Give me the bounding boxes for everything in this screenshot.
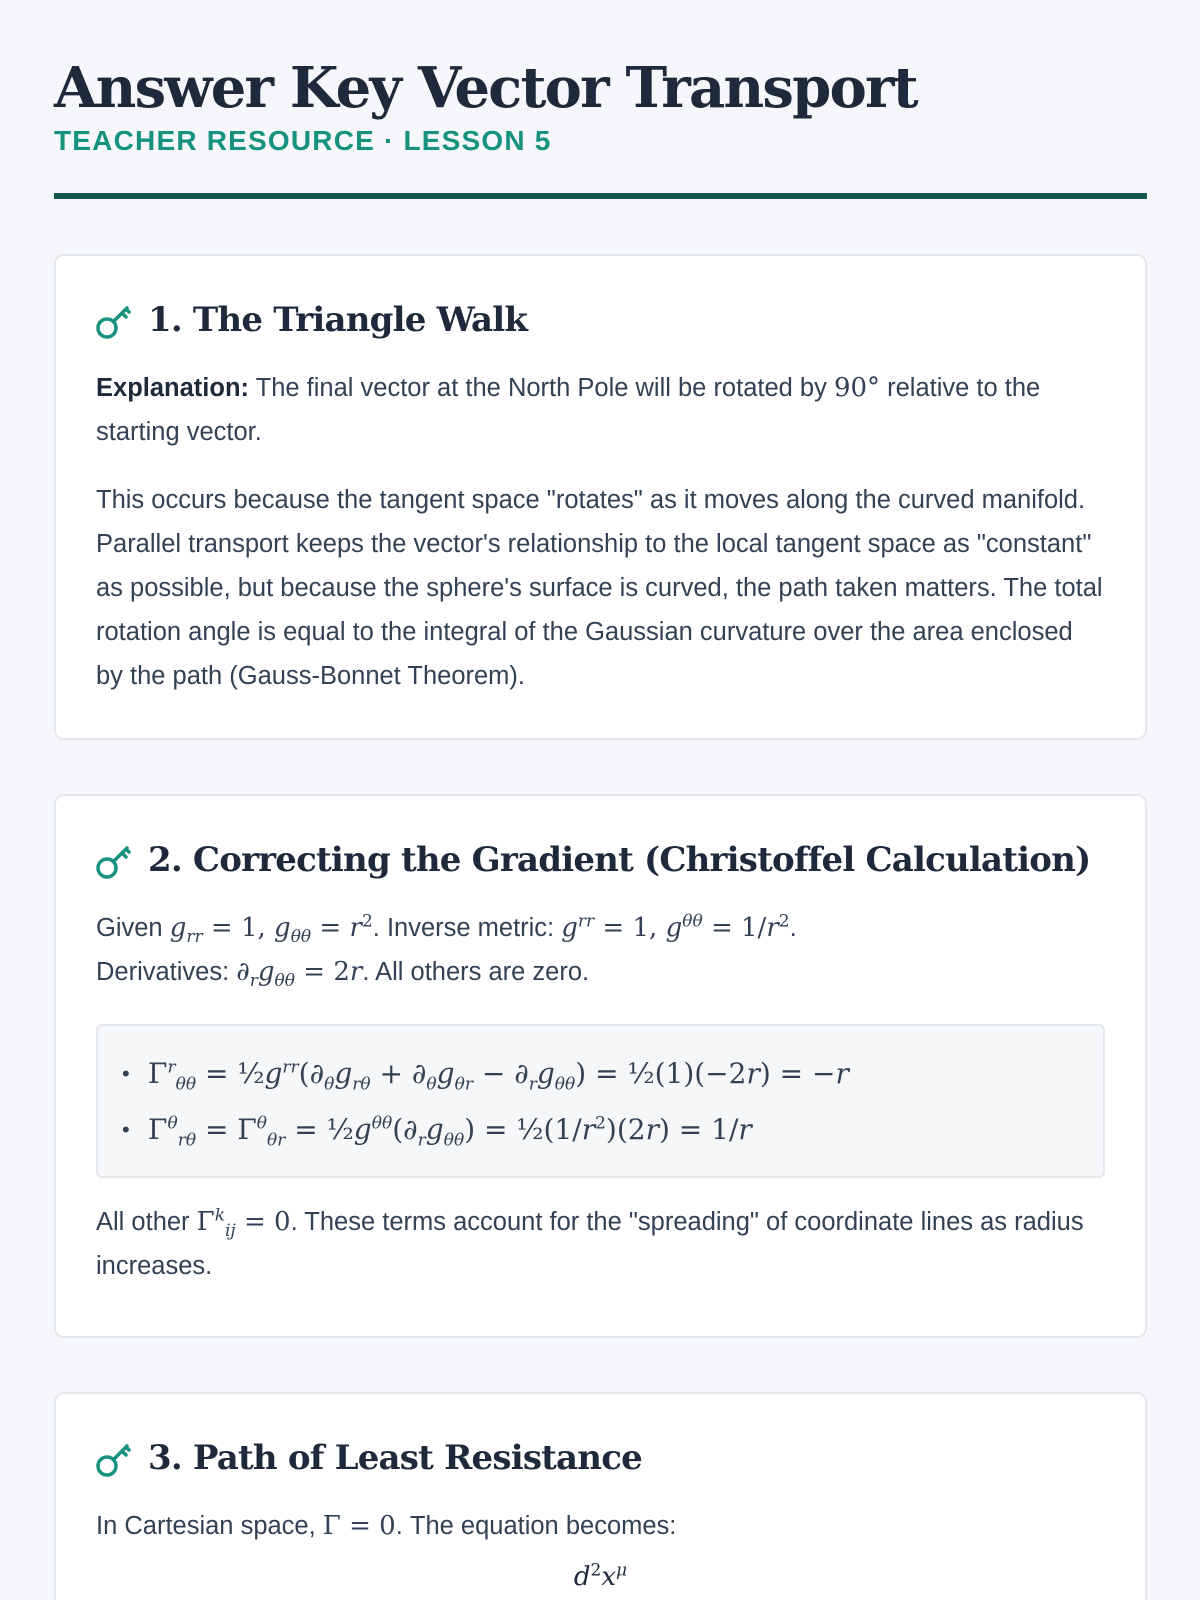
christoffel-formula-r-theta-theta: • $\Gamma^r_{\theta\theta}$ = $\frac{1}{2}g^{rr}(\partial_\theta g_{r\theta} + \partial_\theta g_{\theta r} - \partial_rg_{\theta\theta})$ = ½(1)(−2r) = −r (118, 1046, 1103, 1102)
section-title: 3. Path of Least Resistance (148, 1438, 642, 1478)
inverse-metric-formula: $g^{rr} = 1$, $g^{\theta\theta} = 1/r^2$ (561, 911, 790, 943)
christoffel-list (118, 1046, 1103, 1158)
given-label: Given (96, 914, 163, 942)
others-zero-text: All others are zero. (375, 958, 590, 986)
section-title: 2. Correcting the Gradient (Christoffel Calculation) (148, 840, 1091, 880)
section-card-least-resistance (54, 1392, 1147, 1600)
geodesic-equation: $d^2x^\mu$ (573, 1560, 628, 1592)
inverse-label: Inverse metric: (386, 914, 555, 942)
summary-prefix: All other (96, 1208, 190, 1236)
section-card-triangle-walk (54, 254, 1147, 740)
explanation-label: Explanation: (96, 374, 250, 402)
page-title: Answer Key Vector Transport (54, 55, 917, 121)
section-header (96, 296, 1105, 344)
cartesian-suffix: The equation becomes: (409, 1512, 677, 1540)
metric-formula: $g_{rr} = 1$, $g_{\theta\theta} = r^2$ (169, 911, 373, 948)
section-header (96, 1434, 1105, 1482)
explanation-text-end: relative to the starting vector. (96, 374, 1041, 446)
key-icon (96, 1438, 134, 1478)
cartesian-prefix: In Cartesian space, (96, 1512, 316, 1540)
page-header (54, 52, 1147, 158)
section-title: 1. The Triangle Walk (148, 300, 528, 340)
key-icon (96, 300, 134, 340)
christoffel-formula-box (96, 1024, 1105, 1178)
rotation-angle: 90° (833, 373, 881, 403)
derivatives-label: Derivatives: (96, 958, 230, 986)
metric-given-paragraph: Given $g_{rr} = 1$, $g_{\theta\theta} = r^2$. Inverse metric: $g^{rr} = 1$, $g^{\theta\theta} = 1/r^2$. Derivatives: $\partial_rg_{\theta\theta} = 2r$. All others are zero. (96, 911, 797, 992)
gamma-zero-formula: Γ = 0 (322, 1511, 396, 1541)
gauss-bonnet-paragraph: This occurs because the tangent space "rotates" as it moves along the curved manifold. Parallel transport keeps the vector's relationship to the local tangent space as "constant" as possible, but because the sphere's surface is curved, the path taken matters. The total rotation angle is equal to the integral of the Gaussian curvature over the area enclosed by the path (Gauss-Bonnet Theorem). (96, 486, 1103, 690)
summary-text: These terms account for the "spreading" of coordinate lines as radius increases. (96, 1208, 1084, 1280)
zero-christoffel-formula: $\Gamma^k_{ij} = 0$ (196, 1205, 291, 1242)
page-subtitle: TEACHER RESOURCE · LESSON 5 (54, 125, 552, 156)
christoffel-summary-paragraph: All other $\Gamma^k_{ij} = 0$. These terms account for the "spreading" of coordinate lines as radius increases. (96, 1205, 1084, 1280)
explanation-text: The final vector at the North Pole will be rotated by (249, 374, 834, 402)
cartesian-paragraph: In Cartesian space, Γ = 0. The equation becomes: (96, 1511, 677, 1541)
explanation-paragraph (96, 366, 1105, 454)
section-card-christoffel (54, 794, 1147, 1338)
derivative-formula: $\partial_rg_{\theta\theta} = 2r$ (236, 957, 363, 992)
header-divider (54, 193, 1147, 199)
section-header (96, 836, 1105, 884)
key-icon (96, 840, 134, 880)
christoffel-formula-theta-r-theta: • $\Gamma^\theta_{r\theta} = \Gamma^\theta_{\theta r}$ = $\frac{1}{2}g^{\theta\theta}(\partial_rg_{\theta\theta})$ = $\frac{1}{2}(1/r^2)(2r) = 1/r$ (118, 1102, 1103, 1158)
